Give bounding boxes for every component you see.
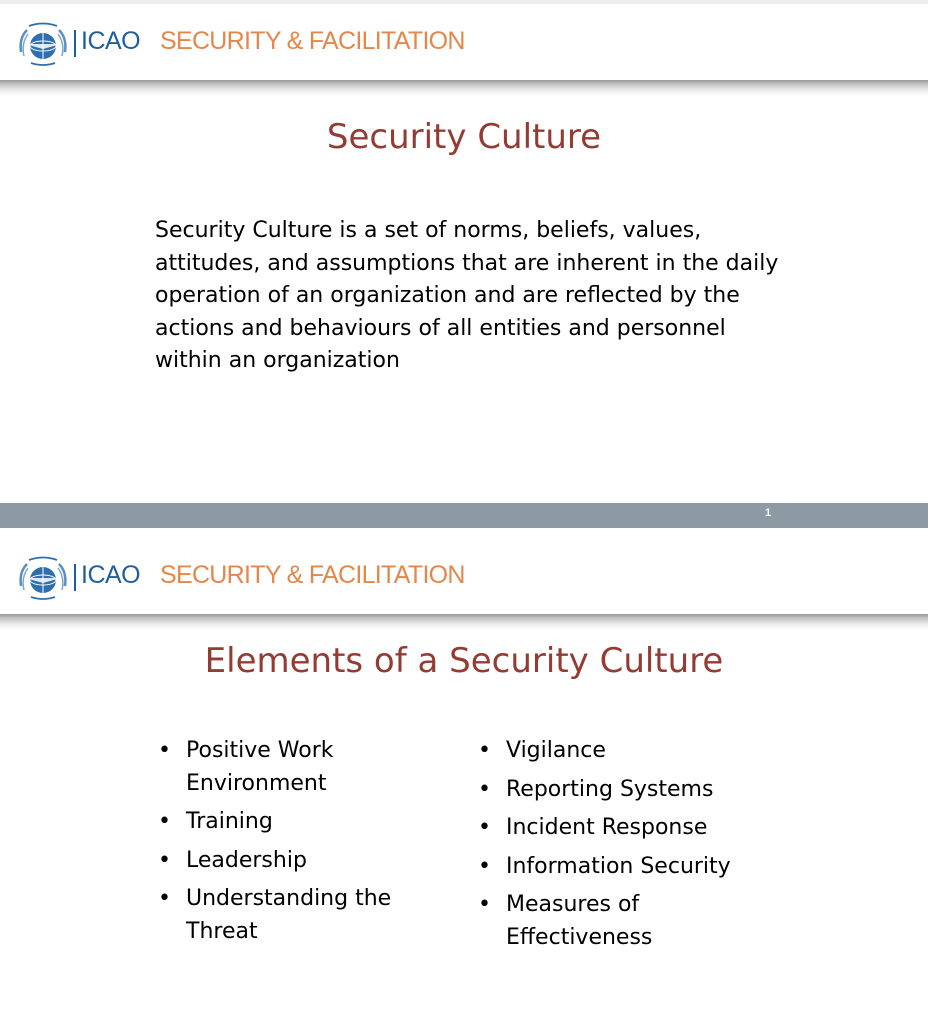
list-item <box>478 851 778 884</box>
page-number: 1 <box>765 507 772 519</box>
list-item <box>478 735 778 768</box>
header-divider <box>74 30 76 57</box>
division-label: SECURITY & FACILITATION <box>160 561 465 589</box>
slide-title: Elements of a Security Culture <box>204 641 724 681</box>
bullet-icon: • <box>158 886 171 911</box>
slide-header <box>0 538 928 616</box>
list-item <box>158 735 438 800</box>
slide-header <box>0 4 928 82</box>
list-item-text: Reporting Systems <box>506 776 714 802</box>
list-item <box>158 845 438 878</box>
bullet-icon: • <box>478 738 491 763</box>
bullet-icon: • <box>478 892 491 917</box>
bullet-icon: • <box>478 853 491 879</box>
icao-label: ICAO <box>81 27 141 55</box>
list-item <box>478 774 778 807</box>
icao-label: ICAO <box>81 561 141 589</box>
list-item-text: Positive Work Environment <box>186 738 334 796</box>
bullet-icon: • <box>158 809 171 834</box>
icao-emblem-icon <box>15 556 71 602</box>
slide-title: Security Culture <box>326 117 602 157</box>
definition-text: Security Culture is a set of norms, beliefs, values, attitudes, and assumptions that are inherent in the daily operation of an organization and are reflected by the actions and behaviours of all entities and personnel within an organization <box>155 218 779 373</box>
list-item-text: Information Security <box>506 853 731 879</box>
slide-gap <box>0 528 928 538</box>
list-item-text: Training <box>186 809 273 834</box>
elements-list-left <box>158 735 438 954</box>
slide-2 <box>0 538 928 1034</box>
list-item <box>478 812 778 845</box>
list-item-text: Measures of Effectiveness <box>506 892 653 950</box>
list-item-text: Incident Response <box>506 815 708 840</box>
bullet-icon: • <box>478 776 491 802</box>
list-item-text: Vigilance <box>506 738 606 763</box>
footer-bar <box>0 503 928 528</box>
list-item <box>478 889 778 954</box>
elements-list-right <box>478 735 778 960</box>
header-divider <box>74 564 76 591</box>
icao-emblem-icon <box>15 22 71 68</box>
list-item <box>158 883 438 948</box>
bullet-icon: • <box>478 815 491 840</box>
list-item <box>158 806 438 839</box>
header-shadow <box>0 614 928 630</box>
slide-1 <box>0 4 928 528</box>
bullet-icon: • <box>158 738 171 763</box>
list-item-text: Leadership <box>186 847 307 873</box>
bullet-icon: • <box>158 847 171 873</box>
header-shadow <box>0 80 928 96</box>
division-label: SECURITY & FACILITATION <box>160 27 465 55</box>
list-item-text: Understanding the Threat <box>186 886 392 944</box>
